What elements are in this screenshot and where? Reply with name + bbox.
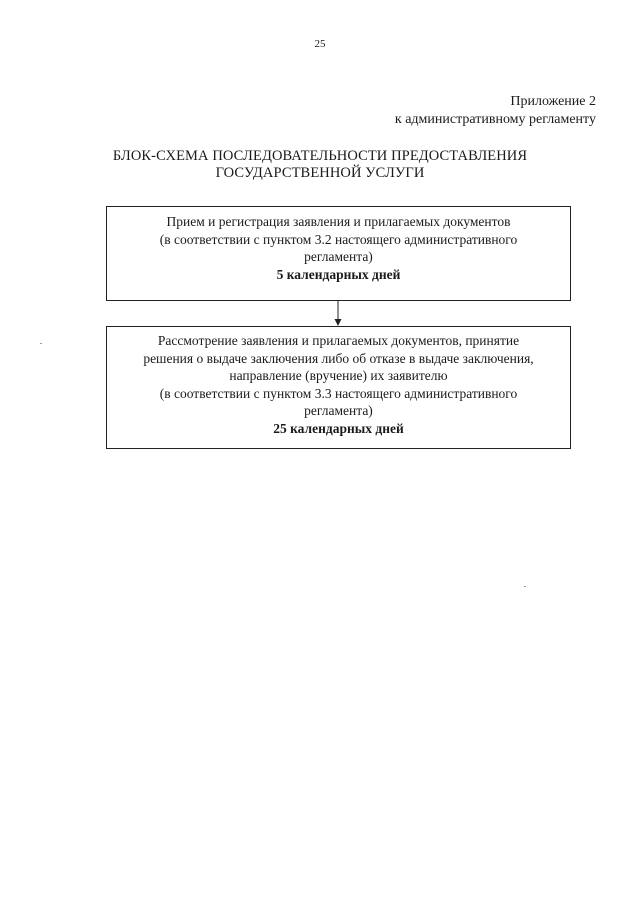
appendix-line-1: Приложение 2 [510,94,596,109]
document-title [0,148,640,182]
step-1-line-2: (в соответствии с пунктом 3.2 настоящего административного [159,231,518,247]
flow-step-review [106,326,571,449]
title-line-2: ГОСУДАРСТВЕННОЙ УСЛУГИ [215,165,425,181]
step-1-line-1: Прием и регистрация заявления и прилагаемых документов [166,214,511,229]
flow-arrow-down-icon [333,301,343,327]
step-2-line-4: (в соответствии с пунктом 3.3 настоящего административного [159,385,518,401]
step-1-duration: 5 календарных дней [276,266,401,282]
appendix-line-2: к административному регламенту [394,112,596,127]
step-2-line-5: регламента) [304,403,373,418]
step-2-line-1: Рассмотрение заявления и прилагаемых документов, принятие [157,333,520,348]
title-line-1: БЛОК-СХЕМА ПОСЛЕДОВАТЕЛЬНОСТИ ПРЕДОСТАВЛЕНИЯ [112,148,528,164]
scan-speck [40,343,42,344]
step-1-line-3: регламента) [304,249,373,264]
scan-speck [524,586,526,587]
flow-step-reception [106,206,571,301]
step-2-duration: 25 календарных дней [273,420,404,436]
appendix-note [395,93,596,129]
step-2-line-2: решения о выдаче заключения либо об отказе в выдаче заключения, [143,350,534,366]
page-number: 25 [314,38,326,50]
step-2-line-3: направление (вручение) их заявителю [229,368,448,383]
